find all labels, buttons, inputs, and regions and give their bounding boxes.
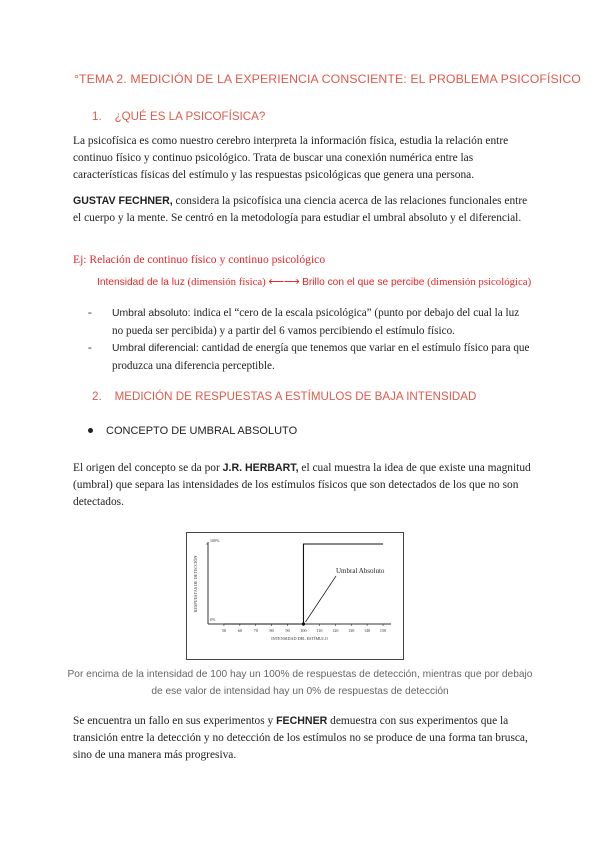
term-umbral-diferencial: Umbral diferencial	[112, 343, 196, 354]
list-item	[88, 340, 533, 374]
failure-name: FECHNER	[276, 715, 328, 727]
section-1-title: ¿QUÉ ES LA PSICOFÍSICA?	[114, 110, 266, 123]
y-tick-label: 100%	[210, 538, 220, 543]
threshold-figure	[186, 532, 404, 660]
x-tick-label: 70	[253, 628, 258, 633]
x-tick-label: 60	[237, 628, 242, 633]
section-2-title: MEDICIÓN DE RESPUESTAS A ESTÍMULOS DE BAJA INTENSIDAD	[114, 390, 477, 403]
y-tick-label: 0%	[210, 617, 216, 622]
definition-umbral-absoluto: indica el “cero de la escala psicológica” (punto por debajo del cual la luz no pueda ser percibida) y a partir del 6 vamos percibiendo el estímulo físico.	[112, 307, 520, 337]
paragraph-herbart	[73, 460, 531, 510]
physical-dimension: (dimensión física) ⟵⟶	[184, 276, 303, 288]
x-tick-label: 80	[269, 628, 274, 633]
x-tick-label: 110	[316, 628, 323, 633]
herbart-name: J.R. HERBART,	[222, 462, 299, 474]
paragraph-fechner	[73, 193, 531, 227]
example-relation	[97, 275, 531, 288]
annotation-label: Umbral Absoluto	[336, 567, 385, 575]
x-tick-label: 120	[332, 628, 339, 633]
section-1-heading	[92, 110, 265, 123]
x-tick-label: 100	[300, 628, 307, 633]
failure-after: demuestra con sus experimentos que la transición entre la detección y no detección de los estímulos no se produce de una forma tan brusca, sino de una manera más progresiva.	[73, 715, 528, 761]
x-tick-label: 150	[379, 628, 387, 633]
threshold-point	[302, 622, 305, 625]
herbart-before: El origen del concepto se da por	[73, 462, 223, 474]
page-title: °TEMA 2. MEDICIÓN DE LA EXPERIENCIA CONSCIENTE: EL PROBLEMA PSICOFÍSICO	[74, 72, 581, 86]
x-tick-label: 50	[221, 628, 227, 633]
physical-term: Intensidad de la luz	[97, 277, 185, 288]
paragraph-psicofisica: La psicofísica es como nuestro cerebro interpreta la información física, estudia la relación entre continuo físico y continuo psicológico. Trata de buscar una conexión numérica entre las características físicas del estímulo y las respuestas psicológicas que genera una persona.	[73, 135, 509, 181]
psychological-dimension: (dimensión psicológica)	[424, 276, 532, 288]
x-tick-label: 90	[285, 628, 290, 633]
bullet-dot-icon	[88, 428, 93, 433]
section-1-number: 1.	[92, 110, 102, 123]
fechner-text: considera la psicofísica una ciencia acerca de las relaciones funcionales entre el cuerpo y la mente. Se centró en la metodología para estudiar el umbral absoluto y el diferencial.	[73, 195, 528, 224]
psychological-term: Brillo con el que se percibe	[302, 277, 425, 288]
dash-bullet: -	[88, 342, 92, 354]
list-item	[88, 305, 533, 339]
figure-caption: Por encima de la intensidad de 100 hay un 100% de respuestas de detección, mientras que por debajo de ese valor de intensidad hay un 0% de respuestas de detección	[67, 669, 533, 697]
y-axis-label: RESPUESTAS DE DETECCIÓN	[193, 555, 198, 613]
x-axis-label: INTENSIDAD DEL ESTÍMULO	[271, 636, 328, 641]
failure-before: Se encuentra un fallo en sus experimentos y	[73, 715, 277, 727]
definition-umbral-diferencial: : cantidad de energía que tenemos que variar en el estímulo físico para que produzca una diferencia perceptible.	[112, 342, 530, 372]
term-umbral-absoluto: Umbral absoluto:	[112, 308, 191, 319]
section-2-heading	[92, 390, 476, 403]
concept-label: CONCEPTO DE UMBRAL ABSOLUTO	[106, 425, 298, 437]
herbart-after: el cual muestra la idea de que existe una magnitud (umbral) que separa las intensidades de los estímulos físicos que son detectados de los que no son detectados.	[73, 462, 531, 508]
fechner-name: GUSTAV FECHNER,	[73, 195, 173, 207]
paragraph-fechner-failure	[73, 713, 531, 763]
x-tick-label: 130	[348, 628, 355, 633]
section-2-number: 2.	[92, 390, 102, 403]
concept-bullet	[88, 425, 297, 437]
x-tick-label: 140	[363, 628, 371, 633]
dash-bullet: -	[88, 307, 92, 319]
example-heading: Ej: Relación de continuo físico y continuo psicológico	[73, 253, 326, 266]
